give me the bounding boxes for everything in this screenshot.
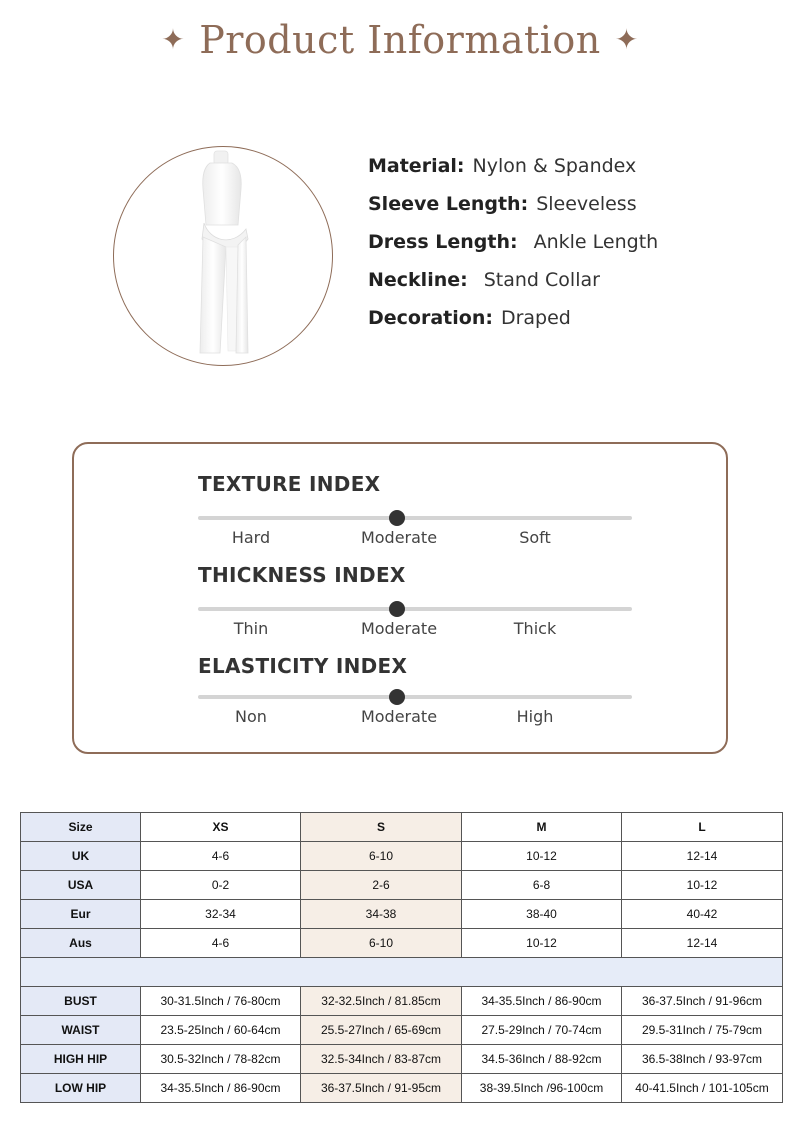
table-cell: 32-32.5Inch / 81.85cm	[301, 987, 462, 1016]
table-row-label: UK	[21, 842, 141, 871]
table-cell: 34-38	[301, 900, 462, 929]
spec-sleeve-length	[368, 193, 658, 231]
table-cell: 34-35.5Inch / 86-90cm	[462, 987, 622, 1016]
table-row-label: USA	[21, 871, 141, 900]
table-row-label: Eur	[21, 900, 141, 929]
sparkle-icon-right: ✦	[614, 23, 639, 56]
spec-key: Material:	[368, 155, 465, 177]
table-cell: 29.5-31Inch / 75-79cm	[622, 1016, 783, 1045]
texture-index-title: TEXTURE INDEX	[198, 472, 381, 496]
table-row	[21, 1045, 783, 1074]
texture-label-low: Hard	[231, 528, 271, 547]
thickness-index-marker	[389, 601, 405, 617]
table-row	[21, 900, 783, 929]
spec-key: Decoration:	[368, 307, 493, 329]
table-row-label: LOW HIP	[21, 1074, 141, 1103]
table-row	[21, 1016, 783, 1045]
elasticity-label-mid: Moderate	[360, 707, 438, 726]
table-header-cell: XS	[141, 813, 301, 842]
table-cell: 6-10	[301, 929, 462, 958]
size-chart-table	[20, 812, 783, 1103]
table-cell: 2-6	[301, 871, 462, 900]
table-cell: 4-6	[141, 842, 301, 871]
table-cell: 34.5-36Inch / 88-92cm	[462, 1045, 622, 1074]
table-cell: 0-2	[141, 871, 301, 900]
product-photo	[113, 146, 333, 366]
white-dress-image	[114, 147, 332, 365]
spec-value: Stand Collar	[483, 269, 600, 291]
table-header-cell: M	[462, 813, 622, 842]
table-header-cell: S	[301, 813, 462, 842]
table-row-label: BUST	[21, 987, 141, 1016]
table-row-label: WAIST	[21, 1016, 141, 1045]
texture-label-high: Soft	[519, 528, 551, 547]
spec-value: Nylon & Spandex	[472, 155, 637, 177]
spec-decoration	[368, 307, 658, 345]
spec-value: Draped	[500, 307, 571, 329]
table-cell: 4-6	[141, 929, 301, 958]
table-cell: 25.5-27Inch / 65-69cm	[301, 1016, 462, 1045]
spec-key: Neckline:	[368, 269, 468, 291]
table-row	[21, 929, 783, 958]
table-cell: 12-14	[622, 842, 783, 871]
thickness-index-track	[198, 607, 632, 611]
table-row	[21, 987, 783, 1016]
thickness-label-high: Thick	[513, 619, 557, 638]
spec-key: Sleeve Length:	[368, 193, 529, 215]
spec-dress-length	[368, 231, 658, 269]
spec-list	[368, 155, 658, 345]
table-cell: 30-31.5Inch / 76-80cm	[141, 987, 301, 1016]
table-cell: 40-42	[622, 900, 783, 929]
table-cell: 30.5-32Inch / 78-82cm	[141, 1045, 301, 1074]
table-cell: 6-8	[462, 871, 622, 900]
table-row	[21, 842, 783, 871]
texture-index-track	[198, 516, 632, 520]
table-cell: 10-12	[462, 929, 622, 958]
elasticity-label-low: Non	[235, 707, 267, 726]
table-cell: 32.5-34Inch / 83-87cm	[301, 1045, 462, 1074]
spec-neckline	[368, 269, 658, 307]
spec-key: Dress Length:	[368, 231, 518, 253]
table-row-label: Aus	[21, 929, 141, 958]
spec-material	[368, 155, 658, 193]
texture-label-mid: Moderate	[360, 528, 438, 547]
table-cell: 36.5-38Inch / 93-97cm	[622, 1045, 783, 1074]
fabric-index-panel	[72, 442, 728, 754]
table-row-label: HIGH HIP	[21, 1045, 141, 1074]
elasticity-index-track	[198, 695, 632, 699]
spec-value: Sleeveless	[536, 193, 637, 215]
elasticity-index-marker	[389, 689, 405, 705]
table-cell: 10-12	[462, 842, 622, 871]
table-header-cell: Size	[21, 813, 141, 842]
table-header-row	[21, 813, 783, 842]
sparkle-icon-left: ✦	[161, 23, 186, 56]
table-row	[21, 1074, 783, 1103]
table-cell: 32-34	[141, 900, 301, 929]
thickness-label-low: Thin	[233, 619, 269, 638]
table-cell: 36-37.5Inch / 91-96cm	[622, 987, 783, 1016]
table-cell: 12-14	[622, 929, 783, 958]
table-cell: 10-12	[622, 871, 783, 900]
table-cell: 6-10	[301, 842, 462, 871]
table-cell: 23.5-25Inch / 60-64cm	[141, 1016, 301, 1045]
table-cell: 34-35.5Inch / 86-90cm	[141, 1074, 301, 1103]
table-header-cell: L	[622, 813, 783, 842]
page-title	[0, 18, 800, 62]
page-title-text: Product Information	[199, 18, 601, 62]
table-cell: 38-39.5Inch /96-100cm	[462, 1074, 622, 1103]
elasticity-label-high: High	[516, 707, 554, 726]
table-cell: 27.5-29Inch / 70-74cm	[462, 1016, 622, 1045]
table-cell: 40-41.5Inch / 101-105cm	[622, 1074, 783, 1103]
texture-index-marker	[389, 510, 405, 526]
table-separator-row	[21, 958, 783, 987]
thickness-index-title: THICKNESS INDEX	[198, 563, 406, 587]
table-row	[21, 871, 783, 900]
table-cell: 38-40	[462, 900, 622, 929]
elasticity-index-title: ELASTICITY INDEX	[198, 654, 408, 678]
thickness-label-mid: Moderate	[360, 619, 438, 638]
table-separator-cell	[21, 958, 783, 987]
spec-value: Ankle Length	[533, 231, 659, 253]
table-cell: 36-37.5Inch / 91-95cm	[301, 1074, 462, 1103]
